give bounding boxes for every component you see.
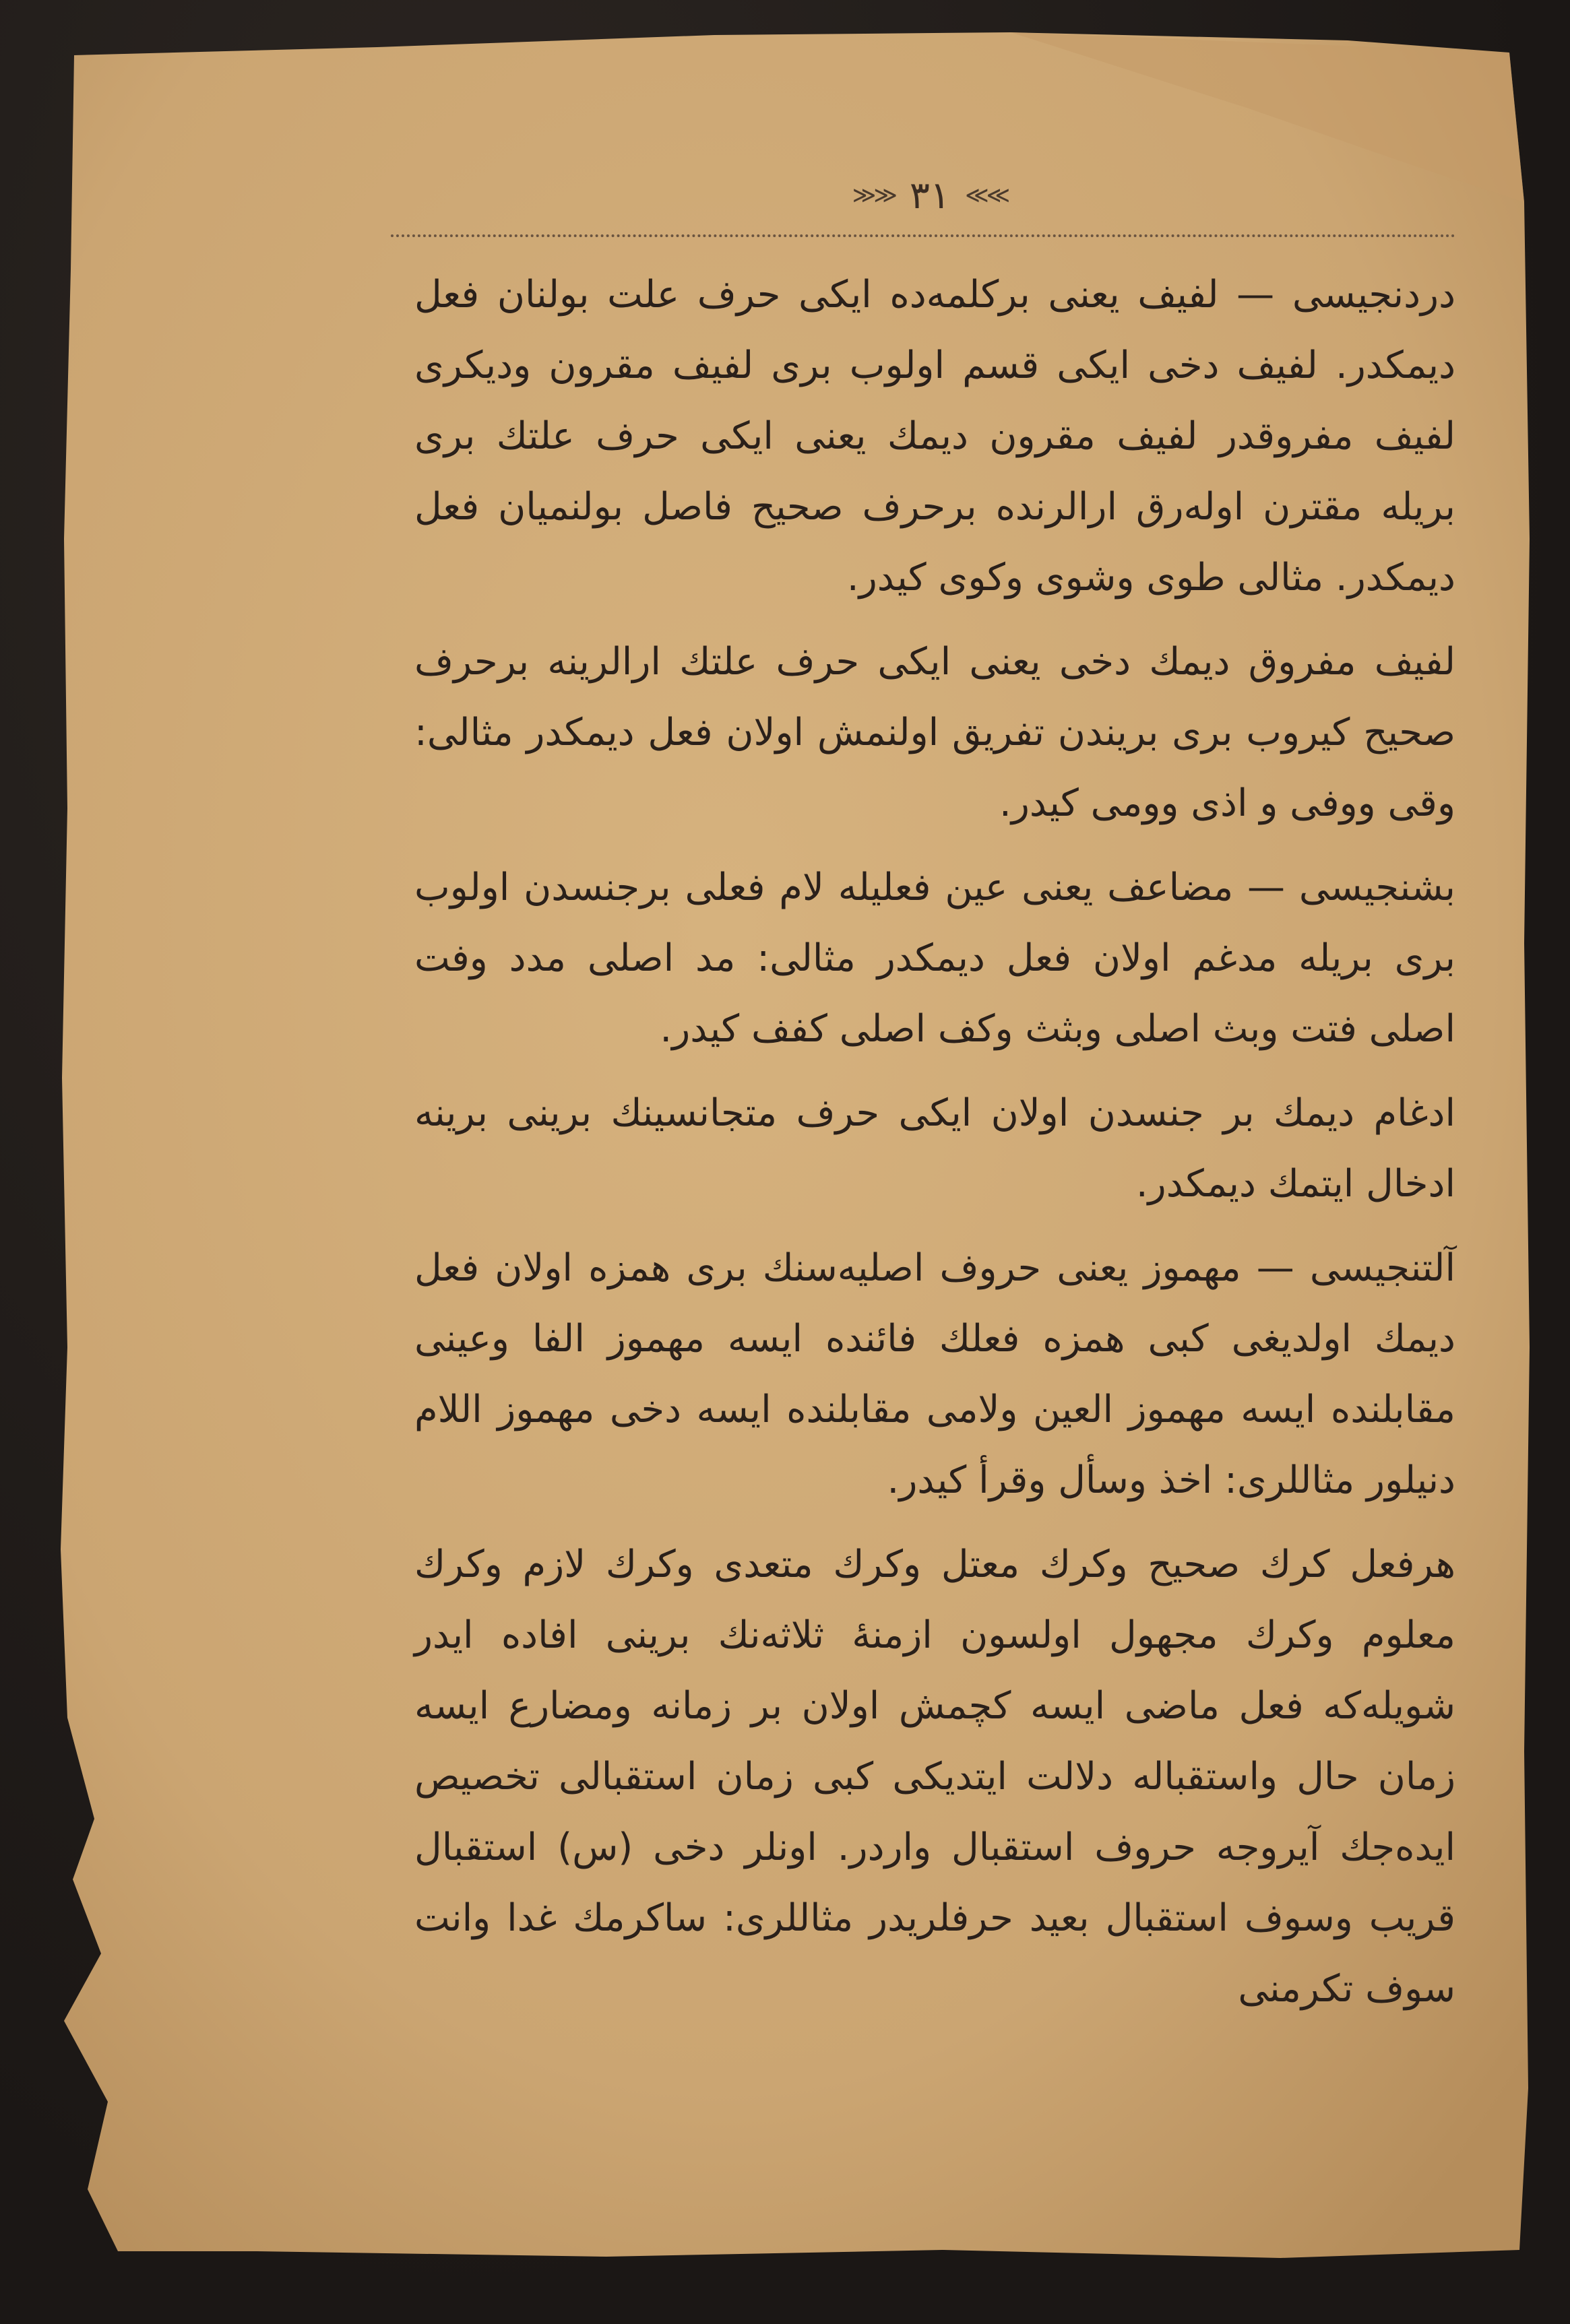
ornament-left-icon: ≫≫ <box>852 182 895 209</box>
paragraph-mahmuz: آلتنجیسی — مهموز یعنی حروف اصلیه‌سنك بری همزه اولان فعل دیمك اولدیغی کبی همزه فعلك فائنده ایسه مهموز الفا وعینی مقابلنده ایسه مهموز العین ولامی مقابلنده ایسه دخی مهموز اللام دنیلور مثاللری: اخذ وسأل وقرأ کیدر. <box>414 1246 1455 1502</box>
page-number: ٣١ <box>909 173 951 218</box>
paragraph-idgham: ادغام دیمك بر جنسدن اولان ایکی حرف متجانسینك برینی برینه ادخال ایتمك دیمکدر. <box>414 1091 1455 1206</box>
ornament-right-icon: ≪≪ <box>965 182 1008 209</box>
body-text <box>414 259 1455 2024</box>
paragraph-lafif-maqrun: دردنجیسی — لفیف یعنی برکلمه‌ده ایکی حرف علت بولنان فعل دیمکدر. لفیف دخی ایکی قسم اولوب بری لفیف مقرون ودیکری لفیف مفروقدر لفیف مقرون دیمك یعنی ایکی حرف علتك بری بریله مقترن اوله‌رق ارالرنده برحرف صحیح فاصل بولنمیان فعل دیمکدر. مثالی طوی وشوی وکوی کیدر. <box>414 273 1455 600</box>
paragraph-tenses: هرفعل کرك صحیح وکرك معتل وکرك متعدی وکرك لازم وکرك معلوم وکرك مجهول اولسون ازمنهٔ ثلاثه‌نك برینی افاده ایدر شویله‌که فعل ماضی ایسه کچمش اولان بر زمانه ومضارع ایسه زمان حال واستقباله دلالت ایتدیکی کبی زمان استقبالی تخصیص ایده‌جك آیروجه حروف استقبال واردر. اونلر دخی (س) استقبال قریب وسوف استقبال بعید حرفلریدر مثاللری: ساکرمك غدا وانت سوف تکرمنی <box>414 1543 1455 2011</box>
page-header <box>795 172 1065 219</box>
paragraph-lafif-mafruq: لفیف مفروق دیمك دخی یعنی ایکی حرف علتك ارالرینه برحرف صحیح کیروب بری بریندن تفریق اولنمش اولان فعل دیمکدر مثالی: وقی ووفی و اذی وومی کیدر. <box>414 640 1455 825</box>
header-divider <box>391 234 1455 237</box>
paragraph-mudaaf: بشنجیسی — مضاعف یعنی عین فعلیله لام فعلی برجنسدن اولوب بری بریله مدغم اولان فعل دیمکدر مثالی: مد اصلی مدد وفت اصلی فتت وبث اصلی وبثث وکف اصلی کفف کیدر. <box>414 866 1455 1051</box>
